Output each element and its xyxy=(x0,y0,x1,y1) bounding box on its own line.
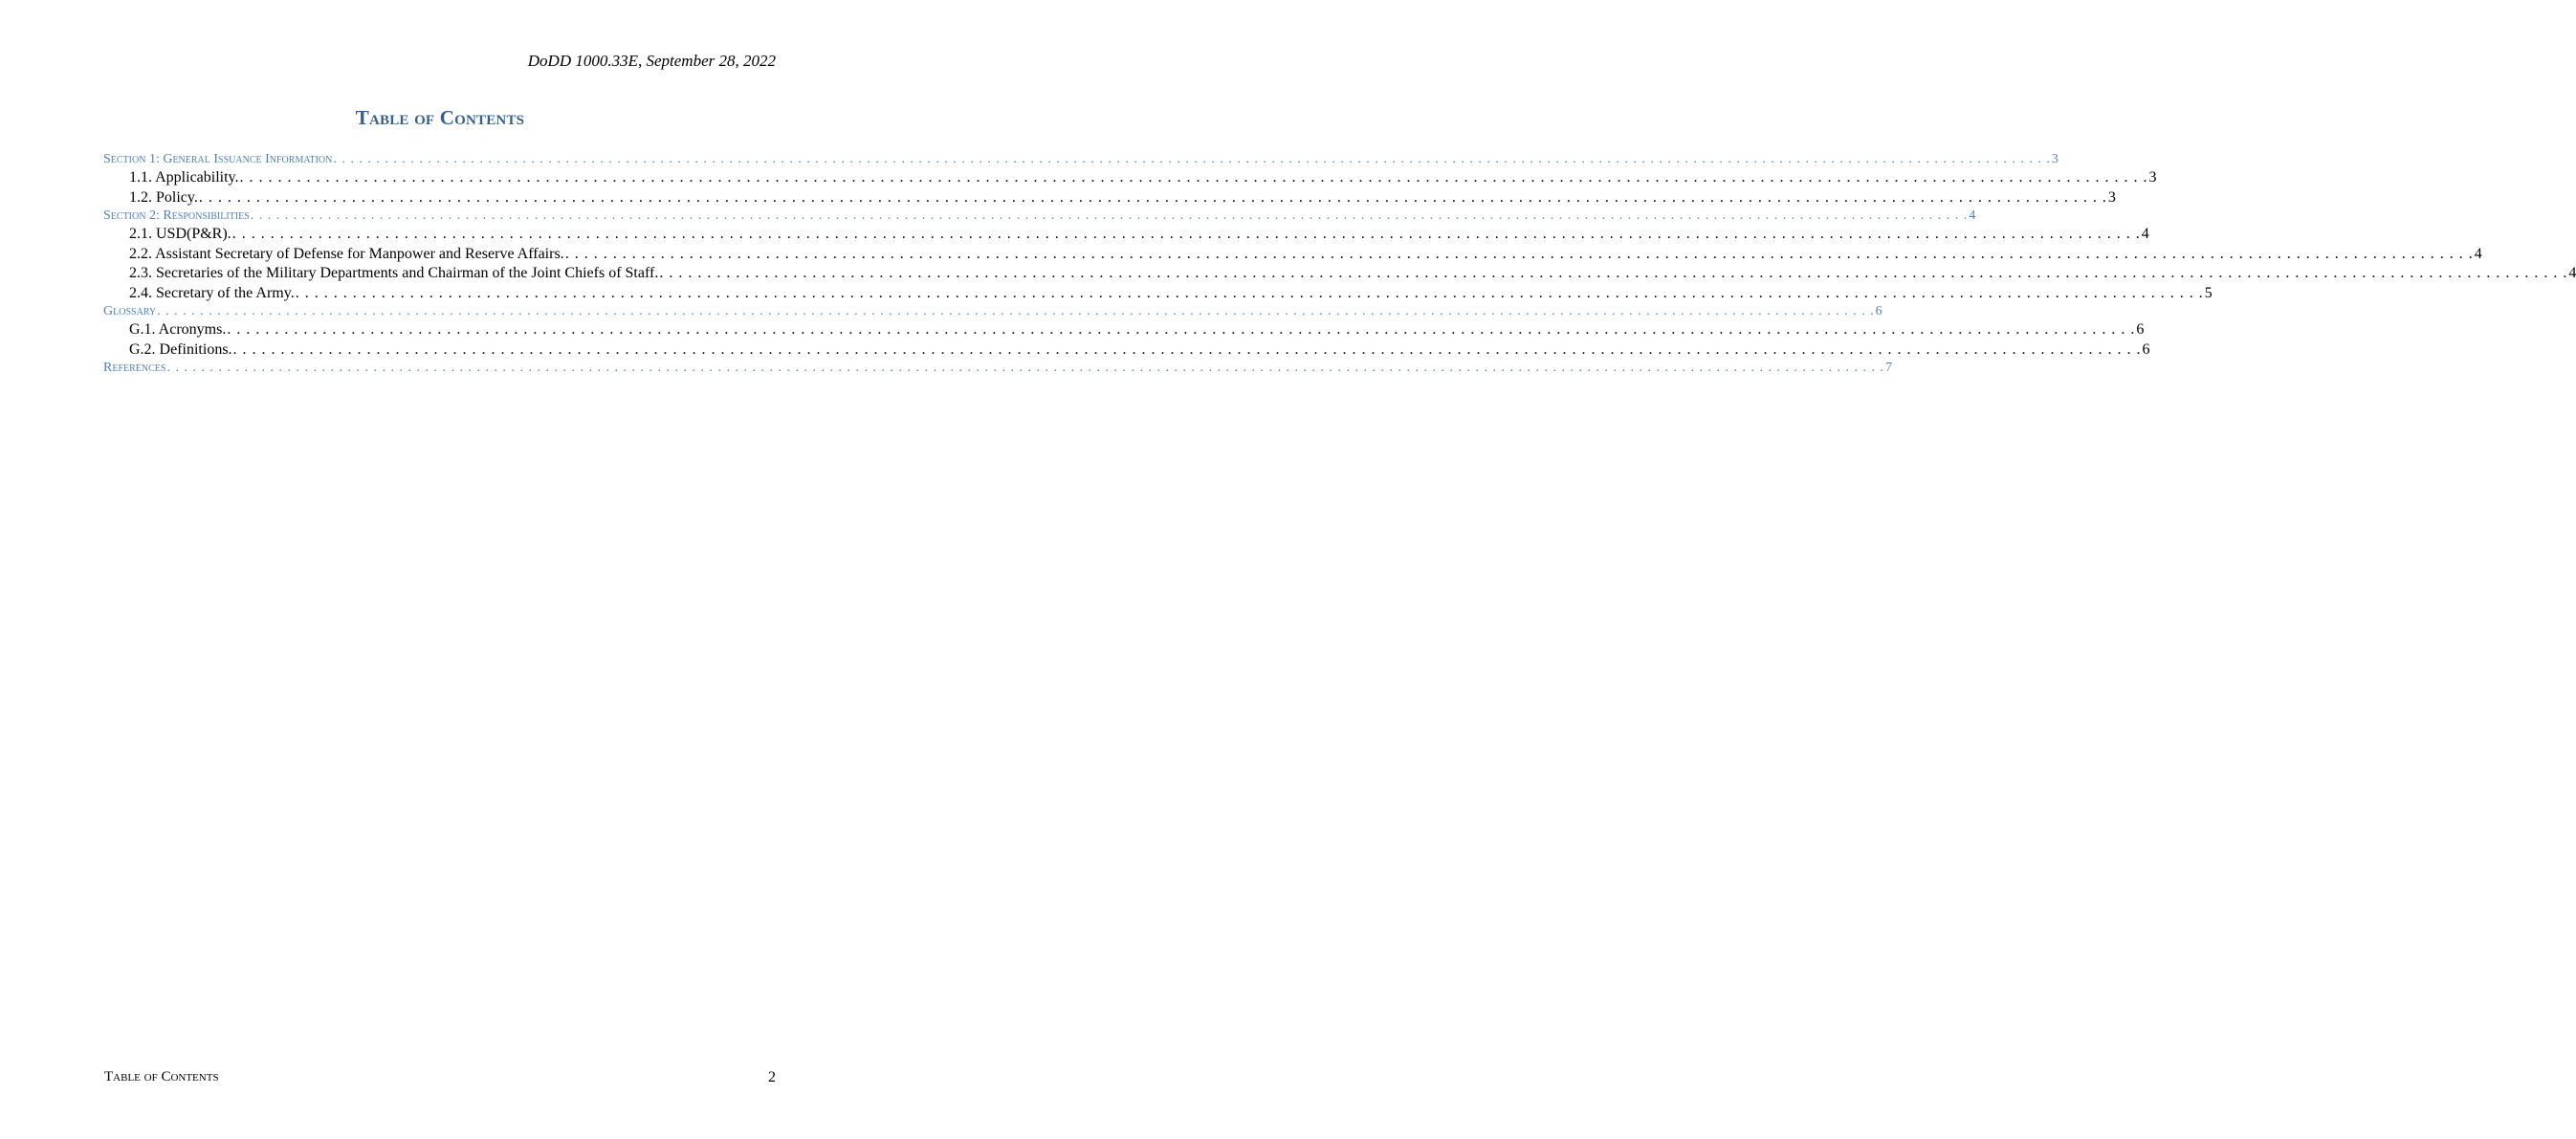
toc-dot-leader: . . . . . . . . . . . . . . . . . . . . . . . . . . . . . . . . . . . . . . . . . . . . . . . . . . . . . . . . . . . . . . . . . . . . . . . . . . . . . . . . . . . . . . . . . . . . . . . . . . . . . . . . . . . . . . . . . . . . . . . . . . . . . . . . . . . . . . . . . . . . . . . . . . . . . . . . . . . . . . . . . . . . . . . . . . . . . . . . . . . . . . . . . . . . . . . . . . . . . . . . xyxy=(333,152,2051,166)
toc-entry-label[interactable]: Glossary xyxy=(103,304,157,318)
toc-dot-leader: . . . . . . . . . . . . . . . . . . . . . . . . . . . . . . . . . . . . . . . . . . . . . . . . . . . . . . . . . . . . . . . . . . . . . . . . . . . . . . . . . . . . . . . . . . . . . . . . . . . . . . . . . . . . . . . . . . . . . . . . . . . . . . . . . . . . . . . . . . . . . . . . . . . . . . . . . . . . . . . . . . . . . . . . . . . . . . . . . . . . . . . . . . . . . . . . . . . . . . . . xyxy=(239,169,2148,186)
toc-entry-page-number: 3 xyxy=(2148,169,2157,186)
toc-entry-label[interactable]: G.2. Definitions. xyxy=(129,340,232,358)
toc-entry-page-number: 4 xyxy=(1969,208,1976,223)
toc-section-entry[interactable] xyxy=(103,360,1892,377)
toc-entry-page-number: 4 xyxy=(2568,265,2576,281)
toc-section-entry[interactable] xyxy=(103,151,2059,168)
toc-entry-page-number: 6 xyxy=(2136,321,2145,338)
toc-entry-page-number: 3 xyxy=(2051,152,2059,166)
toc-entry-page-number: 6 xyxy=(2142,340,2150,358)
toc-subsection-entry[interactable] xyxy=(103,225,2149,245)
toc-entry-label[interactable]: References xyxy=(103,361,166,375)
document-header: DoDD 1000.33E, September 28, 2022 xyxy=(527,52,776,70)
toc-dot-leader: . . . . . . . . . . . . . . . . . . . . . . . . . . . . . . . . . . . . . . . . . . . . . . . . . . . . . . . . . . . . . . . . . . . . . . . . . . . . . . . . . . . . . . . . . . . . . . . . . . . . . . . . . . . . . . . . . . . . . . . . . . . . . . . . . . . . . . . . . . . . . . . . . . . . . . . . . . . . . . . . . . . . . . . . . . . . . . . . . . . . . . . . . . . . . . . . . . . . . . . . xyxy=(232,340,2142,358)
toc-dot-leader: . . . . . . . . . . . . . . . . . . . . . . . . . . . . . . . . . . . . . . . . . . . . . . . . . . . . . . . . . . . . . . . . . . . . . . . . . . . . . . . . . . . . . . . . . . . . . . . . . . . . . . . . . . . . . . . . . . . . . . . . . . . . . . . . . . . . . . . . . . . . . . . . . . . . . . . . . . . . . . . . . . . . . . . . . . . . . . . . . . . . . . . . . . . . . . . . . . . . . . . . xyxy=(295,284,2204,301)
toc-entry-label[interactable]: 1.2. Policy. xyxy=(129,188,198,206)
footer-section-label: Table of Contents xyxy=(104,1069,219,1084)
toc-entry-page-number: 6 xyxy=(1875,304,1882,318)
toc-dot-leader: . . . . . . . . . . . . . . . . . . . . . . . . . . . . . . . . . . . . . . . . . . . . . . . . . . . . . . . . . . . . . . . . . . . . . . . . . . . . . . . . . . . . . . . . . . . . . . . . . . . . . . . . . . . . . . . . . . . . . . . . . . . . . . . . . . . . . . . . . . . . . . . . . . . . . . . . . . . . . . . . . . . . . . . . . . . . . . . . . . . . . . . . . . . . . . . . . . . . . . . . xyxy=(231,226,2141,242)
toc-entry-label[interactable]: Section 1: General Issuance Information xyxy=(103,152,333,166)
toc-subsection-entry[interactable] xyxy=(103,188,2116,208)
table-of-contents xyxy=(103,151,2576,377)
footer-page-number: 2 xyxy=(768,1069,776,1085)
toc-dot-leader: . . . . . . . . . . . . . . . . . . . . . . . . . . . . . . . . . . . . . . . . . . . . . . . . . . . . . . . . . . . . . . . . . . . . . . . . . . . . . . . . . . . . . . . . . . . . . . . . . . . . . . . . . . . . . . . . . . . . . . . . . . . . . . . . . . . . . . . . . . . . . . . . . . . . . . . . . . . . . . . . . . . . . . . . . . . . . . . . . . . . . . . . . . . . . . . . . . . . . . . . xyxy=(250,208,1969,223)
toc-entry-label[interactable]: 2.1. USD(P&R). xyxy=(129,226,231,242)
toc-dot-leader: . . . . . . . . . . . . . . . . . . . . . . . . . . . . . . . . . . . . . . . . . . . . . . . . . . . . . . . . . . . . . . . . . . . . . . . . . . . . . . . . . . . . . . . . . . . . . . . . . . . . . . . . . . . . . . . . . . . . . . . . . . . . . . . . . . . . . . . . . . . . . . . . . . . . . . . . . . . . . . . . . . . . . . . . . . . . . . . . . . . . . . . . . . . . . . . . . . . . . . . . xyxy=(166,361,1884,375)
toc-entry-label[interactable]: 2.3. Secretaries of the Military Departments and Chairman of the Joint Chiefs of Staff. xyxy=(129,265,659,281)
toc-entry-page-number: 4 xyxy=(2141,226,2149,242)
toc-entry-page-number: 5 xyxy=(2204,284,2213,301)
toc-entry-page-number: 4 xyxy=(2474,245,2482,262)
toc-entry-label[interactable]: 2.4. Secretary of the Army. xyxy=(129,284,295,301)
toc-subsection-entry[interactable] xyxy=(103,264,2576,284)
toc-entry-label[interactable]: 2.2. Assistant Secretary of Defense for Manpower and Reserve Affairs. xyxy=(129,245,564,262)
toc-dot-leader: . . . . . . . . . . . . . . . . . . . . . . . . . . . . . . . . . . . . . . . . . . . . . . . . . . . . . . . . . . . . . . . . . . . . . . . . . . . . . . . . . . . . . . . . . . . . . . . . . . . . . . . . . . . . . . . . . . . . . . . . . . . . . . . . . . . . . . . . . . . . . . . . . . . . . . . . . . . . . . . . . . . . . . . . . . . . . . . . . . . . . . . . . . . . . . . . . . . . . . . . xyxy=(227,321,2136,338)
toc-entry-label[interactable]: 1.1. Applicability. xyxy=(129,169,239,186)
toc-section-entry[interactable] xyxy=(103,303,1882,320)
page-title: Table of Contents xyxy=(355,106,525,129)
toc-subsection-entry[interactable] xyxy=(103,284,2213,304)
toc-entry-label[interactable]: G.1. Acronyms. xyxy=(129,321,227,338)
toc-dot-leader: . . . . . . . . . . . . . . . . . . . . . . . . . . . . . . . . . . . . . . . . . . . . . . . . . . . . . . . . . . . . . . . . . . . . . . . . . . . . . . . . . . . . . . . . . . . . . . . . . . . . . . . . . . . . . . . . . . . . . . . . . . . . . . . . . . . . . . . . . . . . . . . . . . . . . . . . . . . . . . . . . . . . . . . . . . . . . . . . . . . . . . . . . . . . . . . . . . . . . . . . xyxy=(198,188,2107,206)
toc-dot-leader: . . . . . . . . . . . . . . . . . . . . . . . . . . . . . . . . . . . . . . . . . . . . . . . . . . . . . . . . . . . . . . . . . . . . . . . . . . . . . . . . . . . . . . . . . . . . . . . . . . . . . . . . . . . . . . . . . . . . . . . . . . . . . . . . . . . . . . . . . . . . . . . . . . . . . . . . . . . . . . . . . . . . . . . . . . . . . . . . . . . . . . . . . . . . . . . . . . . . . . . . xyxy=(564,245,2474,262)
toc-dot-leader: . . . . . . . . . . . . . . . . . . . . . . . . . . . . . . . . . . . . . . . . . . . . . . . . . . . . . . . . . . . . . . . . . . . . . . . . . . . . . . . . . . . . . . . . . . . . . . . . . . . . . . . . . . . . . . . . . . . . . . . . . . . . . . . . . . . . . . . . . . . . . . . . . . . . . . . . . . . . . . . . . . . . . . . . . . . . . . . . . . . . . . . . . . . . . . . . . . . . . . . . xyxy=(659,265,2568,281)
toc-entry-label[interactable]: Section 2: Responsibilities xyxy=(103,208,250,223)
toc-subsection-entry[interactable] xyxy=(103,340,2150,361)
toc-dot-leader: . . . . . . . . . . . . . . . . . . . . . . . . . . . . . . . . . . . . . . . . . . . . . . . . . . . . . . . . . . . . . . . . . . . . . . . . . . . . . . . . . . . . . . . . . . . . . . . . . . . . . . . . . . . . . . . . . . . . . . . . . . . . . . . . . . . . . . . . . . . . . . . . . . . . . . . . . . . . . . . . . . . . . . . . . . . . . . . . . . . . . . . . . . . . . . . . . . . . . . . . xyxy=(157,304,1875,318)
toc-entry-page-number: 7 xyxy=(1884,361,1892,375)
toc-subsection-entry[interactable] xyxy=(103,245,2482,265)
toc-section-entry[interactable] xyxy=(103,208,1976,225)
toc-subsection-entry[interactable] xyxy=(103,168,2157,188)
toc-entry-page-number: 3 xyxy=(2107,188,2116,206)
toc-subsection-entry[interactable] xyxy=(103,320,2145,340)
